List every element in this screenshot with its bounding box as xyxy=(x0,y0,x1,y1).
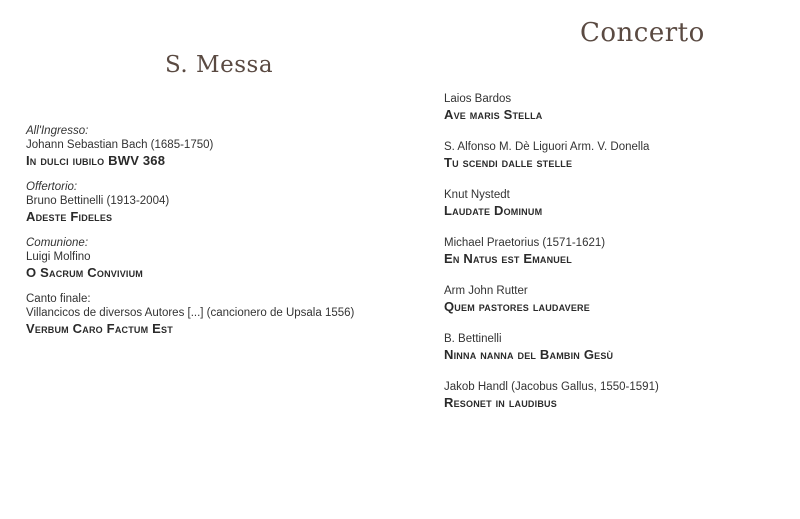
composer: Knut Nystedt xyxy=(444,189,510,201)
concerto-item xyxy=(444,284,784,316)
section-label: All'Ingresso: xyxy=(26,125,89,137)
work-title: Ave maris Stella xyxy=(444,107,543,122)
composer: Michael Praetorius (1571-1621) xyxy=(444,237,606,249)
concerto-item xyxy=(444,332,784,364)
work-title: Quem pastores laudavere xyxy=(444,299,590,314)
work-title: En Natus est Emanuel xyxy=(444,251,572,266)
concerto-item xyxy=(444,236,784,268)
concerto-item xyxy=(444,380,784,412)
section-label: Comunione: xyxy=(26,237,89,249)
work-title: Laudate Dominum xyxy=(444,203,543,218)
composer: Luigi Molfino xyxy=(26,251,91,263)
composer: S. Alfonso M. Dè Liguori Arm. V. Donella xyxy=(444,141,650,153)
messa-section-canto-finale xyxy=(26,292,406,338)
messa-title: S. Messa xyxy=(165,52,274,78)
work-title: O Sacrum Convivium xyxy=(26,265,143,280)
concerto-item xyxy=(444,140,784,172)
concerto-item xyxy=(444,92,784,124)
messa-program xyxy=(26,124,406,348)
work-title: Ninna nanna del Bambin Gesù xyxy=(444,347,614,362)
composer: Jakob Handl (Jacobus Gallus, 1550-1591) xyxy=(444,381,659,393)
work-title: Tu scendi dalle stelle xyxy=(444,155,573,170)
composer: Laios Bardos xyxy=(444,93,512,105)
section-label: Offertorio: xyxy=(26,181,78,193)
composer: Villancicos de diversos Autores [...] (cancionero de Upsala 1556) xyxy=(26,307,355,319)
composer: B. Bettinelli xyxy=(444,333,502,345)
composer: Arm John Rutter xyxy=(444,285,528,297)
messa-section-offertorio xyxy=(26,180,406,226)
work-title: Adeste Fideles xyxy=(26,209,113,224)
work-title: Resonet in laudibus xyxy=(444,395,557,410)
section-label: Canto finale: xyxy=(26,293,91,305)
messa-section-ingresso xyxy=(26,124,406,170)
composer: Bruno Bettinelli (1913-2004) xyxy=(26,195,170,207)
messa-section-comunione xyxy=(26,236,406,282)
composer: Johann Sebastian Bach (1685-1750) xyxy=(26,139,214,151)
concerto-title: Concerto xyxy=(580,18,705,48)
work-title: Verbum Caro Factum Est xyxy=(26,321,173,336)
concerto-program xyxy=(444,92,784,428)
concerto-item xyxy=(444,188,784,220)
work-title: In dulci iubilo BWV 368 xyxy=(26,153,166,168)
